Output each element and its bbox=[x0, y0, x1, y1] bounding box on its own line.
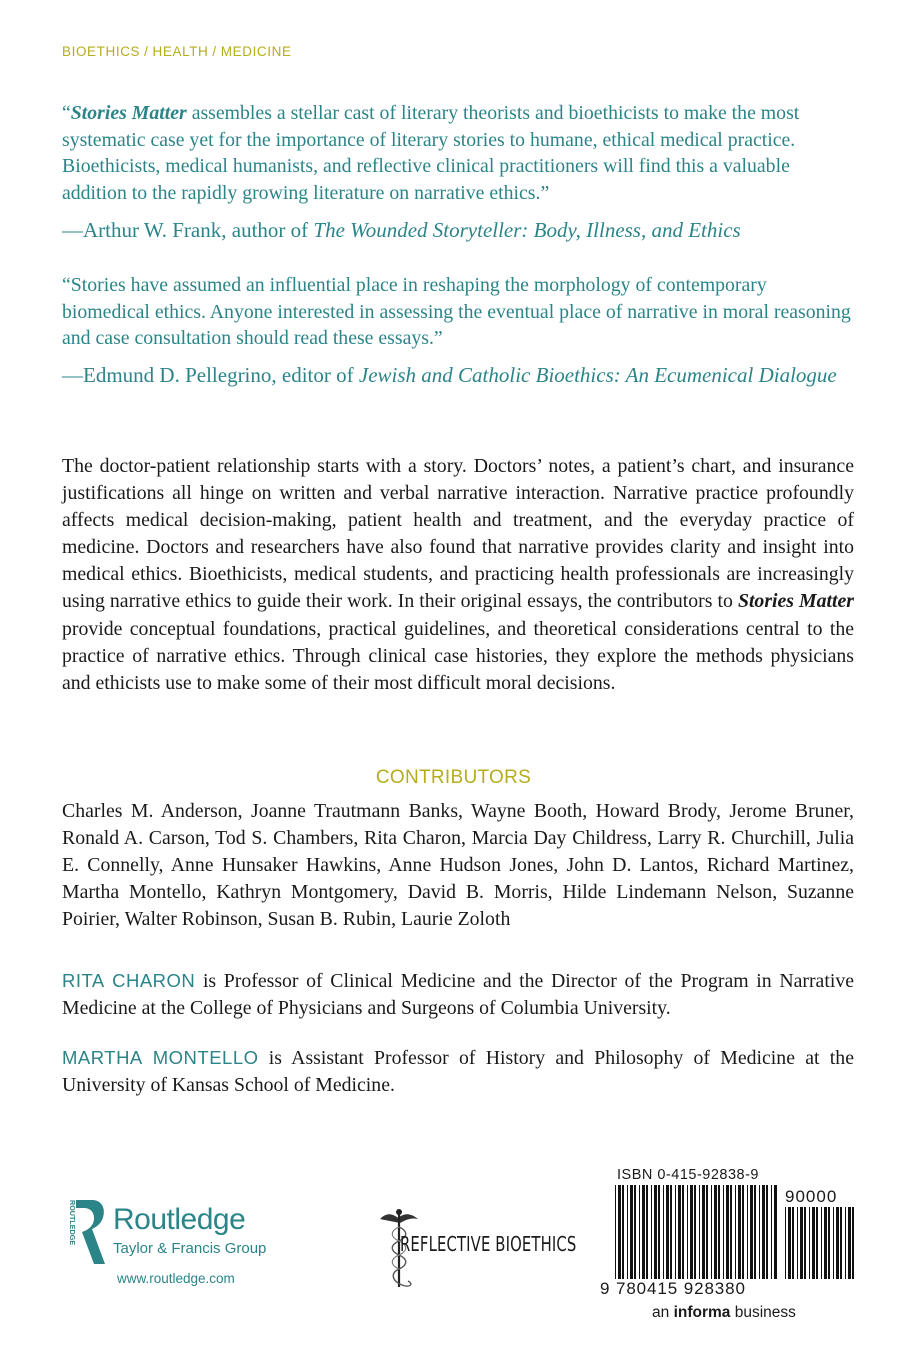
attribution-work: Jewish and Catholic Bioethics: An Ecumenical Dialogue bbox=[358, 363, 837, 387]
editor-bio-text: is Assistant Professor of History and Philosophy of Medicine at the University of Kansas School of Medicine. bbox=[62, 1047, 854, 1097]
attribution-prefix: —Edmund D. Pellegrino, editor of bbox=[62, 363, 359, 387]
editor-bio-text: is Professor of Clinical Medicine and the Director of the Program in Narrative Medicine at the College of Physicians and Surgeons of Columbia University. bbox=[62, 970, 854, 1020]
barcode-bar bbox=[690, 1185, 693, 1279]
barcode-bar bbox=[848, 1207, 851, 1279]
barcode-bar bbox=[792, 1207, 794, 1279]
endorsement-attribution-frank bbox=[62, 217, 854, 244]
barcode-bar bbox=[666, 1185, 669, 1279]
informa-brand: informa bbox=[673, 1304, 731, 1321]
barcode-bar bbox=[618, 1185, 621, 1279]
description-part1: The doctor-patient relationship starts with a story. Doctors’ notes, a patient’s chart, and insurance justifications all hinge on written and verbal narrative interaction. Narrative practice profoundly affects medical decision-making, patient health and treatment, and the everyday practice of medicine. Doctors and researchers have also found that narrative provides clarity and insight into medical ethics. Bioethicists, medical students, and practicing health professionals are increasingly using narrative ethics to guide their work. In their original essays, the contributors to bbox=[62, 455, 854, 613]
attribution-prefix: —Arthur W. Frank, author of bbox=[62, 218, 314, 242]
barcode-bar bbox=[852, 1207, 854, 1279]
barcode-bar bbox=[678, 1185, 681, 1279]
endorsement-quote-pellegrino bbox=[62, 272, 854, 352]
barcode-bar bbox=[714, 1185, 717, 1279]
barcode-bar bbox=[630, 1185, 633, 1279]
barcode-bar bbox=[675, 1185, 676, 1279]
category-medicine: MEDICINE bbox=[220, 44, 292, 59]
barcode-bar bbox=[639, 1185, 640, 1279]
category-separator: / bbox=[144, 44, 149, 59]
barcode-bar bbox=[658, 1185, 660, 1279]
publisher-url[interactable]: www.routledge.com bbox=[117, 1271, 235, 1286]
endorsement-attribution-pellegrino bbox=[62, 362, 854, 389]
barcode-bar bbox=[726, 1185, 729, 1279]
informa-suffix: business bbox=[730, 1304, 796, 1321]
barcode-bar bbox=[654, 1185, 657, 1279]
barcode-bar bbox=[747, 1185, 748, 1279]
barcode-bar bbox=[845, 1207, 846, 1279]
barcode-bar bbox=[766, 1185, 768, 1279]
barcode-bar bbox=[702, 1185, 705, 1279]
informa-tagline bbox=[652, 1304, 796, 1322]
barcode-bar bbox=[738, 1185, 741, 1279]
barcode-bar bbox=[812, 1207, 815, 1279]
barcode-bar bbox=[723, 1185, 724, 1279]
quote-text: assembles a stellar cast of literary theorists and bioethicists to make the most systematic case yet for the importance of literary stories to humane, ethical medical practice. Bioethicists, medical humanists, and reflective clinical practitioners will find this a valuable addition to the rapidly growing literature on narrative ethics.” bbox=[62, 102, 800, 204]
barcode-bar bbox=[730, 1185, 732, 1279]
attribution-work: The Wounded Storyteller: Body, Illness, and Ethics bbox=[313, 218, 741, 242]
barcode-bar bbox=[821, 1207, 822, 1279]
barcode-bar bbox=[804, 1207, 806, 1279]
routledge-vertical-text: ROUTLEDGE bbox=[68, 1200, 77, 1246]
barcode-bar bbox=[646, 1185, 648, 1279]
barcode-bar bbox=[694, 1185, 696, 1279]
editor-bio-charon bbox=[62, 967, 854, 1022]
barcode-bar bbox=[833, 1207, 834, 1279]
barcode-bar bbox=[663, 1185, 664, 1279]
barcode-bar bbox=[824, 1207, 827, 1279]
barcode-bar bbox=[634, 1185, 636, 1279]
description-book-title: Stories Matter bbox=[737, 590, 854, 613]
barcode-bar bbox=[718, 1185, 720, 1279]
quote-open-mark: “ bbox=[62, 102, 71, 124]
barcode-bar bbox=[759, 1185, 760, 1279]
book-description bbox=[62, 453, 854, 697]
barcode-bar bbox=[797, 1207, 798, 1279]
barcode-bar bbox=[615, 1185, 616, 1279]
barcode-bar bbox=[651, 1185, 652, 1279]
category-bioethics: BIOETHICS bbox=[62, 44, 141, 59]
barcode-bar bbox=[711, 1185, 712, 1279]
category-health: HEALTH bbox=[152, 44, 209, 59]
barcode-bar bbox=[750, 1185, 753, 1279]
barcode-bar bbox=[828, 1207, 830, 1279]
barcode-bar bbox=[816, 1207, 818, 1279]
barcode-bar bbox=[627, 1185, 628, 1279]
barcode-bar bbox=[836, 1207, 839, 1279]
barcode-bar bbox=[785, 1207, 786, 1279]
barcode-bar bbox=[788, 1207, 791, 1279]
description-part2: provide conceptual foundations, practical guidelines, and theoretical considerations central to the practice of narrative ethics. Through clinical case histories, they explore the methods physicians and ethicists use to make some of their most difficult moral decisions. bbox=[62, 617, 854, 694]
publisher-group: Taylor & Francis Group bbox=[113, 1240, 267, 1257]
barcode-bar bbox=[840, 1207, 842, 1279]
barcode-bar bbox=[742, 1185, 744, 1279]
barcode-bar bbox=[800, 1207, 803, 1279]
category-line bbox=[62, 44, 292, 59]
editor-bio-montello bbox=[62, 1044, 854, 1099]
routledge-logo-icon bbox=[62, 1198, 107, 1266]
barcode-bar bbox=[687, 1185, 688, 1279]
contributors-list: Charles M. Anderson, Joanne Trautmann Banks, Wayne Booth, Howard Brody, Jerome Bruner, Ronald A. Carson, Tod S. Chambers, Rita Charon, Marcia Day Childress, Larry R. Churchill, Julia E. Connelly, Anne Hunsaker Hawkins, Anne Hudson Jones, John D. Lantos, Richard Martinez, Martha Montello, Kathryn Montgomery, David B. Morris, Hilde Lindemann Nelson, Suzanne Poirier, Walter Robinson, Susan B. Rubin, Laurie Zoloth bbox=[62, 800, 854, 931]
quote-text: “Stories have assumed an influential place in reshaping the morphology of contemporary biomedical ethics. Anyone interested in assessing the eventual place of narrative in moral reasoning and case consultation should read these essays.” bbox=[62, 274, 851, 349]
editor-name: RITA CHARON bbox=[62, 970, 196, 991]
price-code: 90000 bbox=[785, 1187, 838, 1206]
barcode-bar bbox=[762, 1185, 765, 1279]
isbn-label: ISBN 0-415-92838-9 bbox=[617, 1167, 759, 1183]
barcode-bar bbox=[754, 1185, 756, 1279]
barcode-bar bbox=[699, 1185, 700, 1279]
barcode-bar bbox=[682, 1185, 684, 1279]
ean-number: 9 780415 928380 bbox=[600, 1279, 746, 1298]
barcode-bar bbox=[774, 1185, 777, 1279]
editor-name: MARTHA MONTELLO bbox=[62, 1047, 259, 1068]
barcode-bar bbox=[670, 1185, 672, 1279]
barcode-bar bbox=[642, 1185, 645, 1279]
series-name: REFLECTIVE BIOETHICS bbox=[400, 1232, 577, 1256]
endorsement-quote-frank bbox=[62, 100, 854, 206]
quote-book-title: Stories Matter bbox=[70, 102, 187, 124]
barcode-bar bbox=[809, 1207, 810, 1279]
publisher-name: Routledge bbox=[113, 1203, 246, 1236]
barcode-bar bbox=[622, 1185, 624, 1279]
informa-prefix: an bbox=[652, 1304, 674, 1321]
barcode-bar bbox=[735, 1185, 736, 1279]
contributors-heading: CONTRIBUTORS bbox=[375, 767, 532, 788]
barcode-bar bbox=[706, 1185, 708, 1279]
category-separator: / bbox=[212, 44, 217, 59]
barcode-bar bbox=[771, 1185, 772, 1279]
